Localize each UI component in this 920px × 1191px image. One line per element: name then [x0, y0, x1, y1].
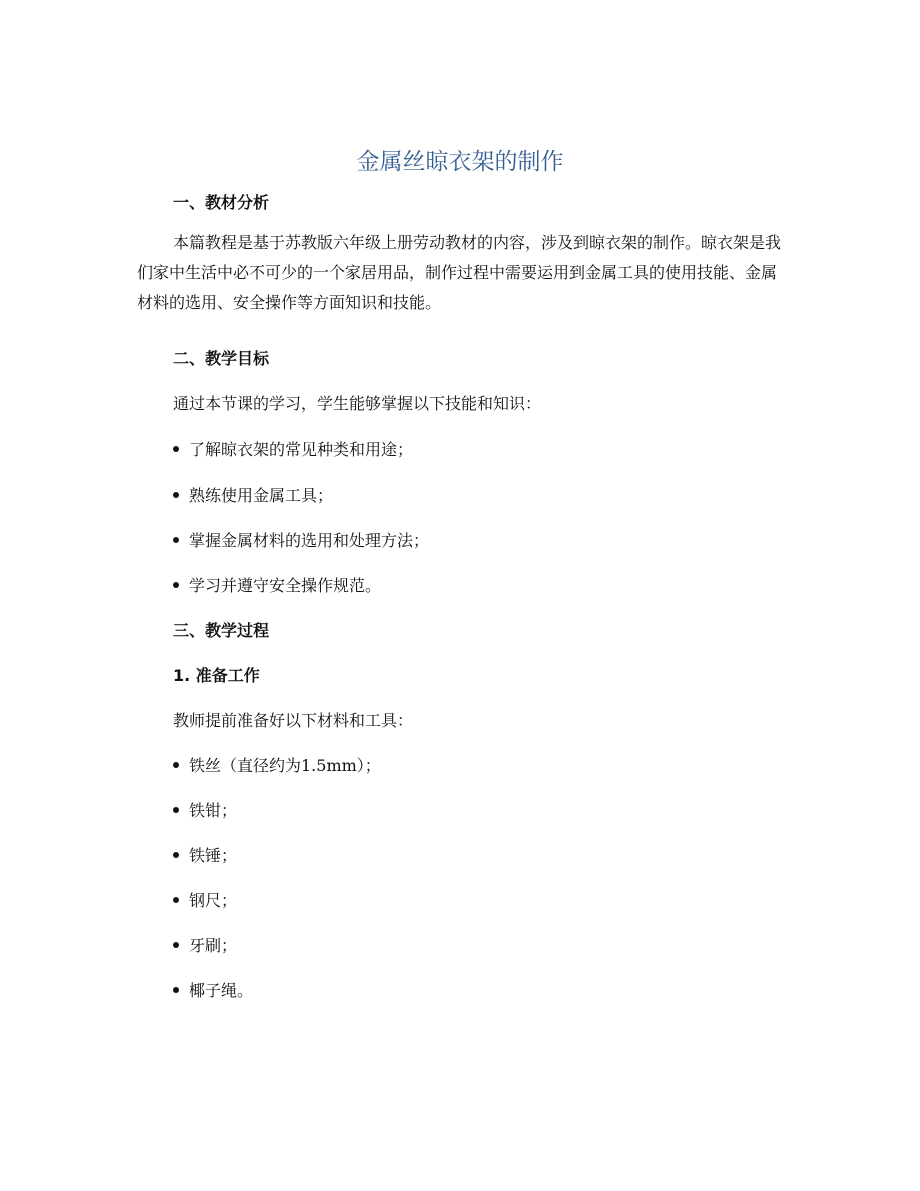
bullet-icon	[173, 492, 179, 498]
bullet-icon	[173, 897, 179, 903]
list-item: 钢尺；	[173, 888, 237, 911]
list-item: 铁丝（直径约为1.5mm）；	[173, 753, 381, 776]
list-item: 了解晾衣架的常见种类和用途；	[173, 437, 413, 460]
bullet-icon	[173, 762, 179, 768]
bullet-icon	[173, 942, 179, 948]
document-title: 金属丝晾衣架的制作	[356, 149, 564, 175]
section-1-paragraph: 本篇教程是基于苏教版六年级上册劳动教材的内容，涉及到晾衣架的制作。晾衣架是我们家中生活中必不可少的一个家居用品，制作过程中需要运用到金属工具的使用技能、金属材料的选用、安全操作等方面知识和技能。	[137, 233, 782, 312]
subsection-heading: 1. 准备工作	[173, 666, 260, 685]
section-heading-2: 二、教学目标	[173, 349, 270, 368]
bullet-icon	[173, 852, 179, 858]
bullet-icon	[173, 807, 179, 813]
list-item: 熟练使用金属工具；	[173, 483, 333, 506]
section-3-intro: 教师提前准备好以下材料和工具：	[173, 711, 414, 730]
section-heading-1: 一、教材分析	[173, 193, 270, 212]
list-item: 掌握金属材料的选用和处理方法；	[173, 528, 429, 551]
list-item: 铁锤；	[173, 843, 237, 866]
bullet-icon	[173, 537, 179, 543]
section-heading-3: 三、教学过程	[173, 621, 270, 640]
list-item: 学习并遵守安全操作规范。	[173, 573, 381, 596]
bullet-icon	[173, 582, 179, 588]
section-2-intro: 通过本节课的学习，学生能够掌握以下技能和知识：	[173, 394, 542, 413]
list-item: 牙刷；	[173, 933, 237, 956]
list-item: 椰子绳。	[173, 978, 253, 1001]
bullet-icon	[173, 446, 179, 452]
list-item: 铁钳；	[173, 798, 237, 821]
bullet-icon	[173, 987, 179, 993]
